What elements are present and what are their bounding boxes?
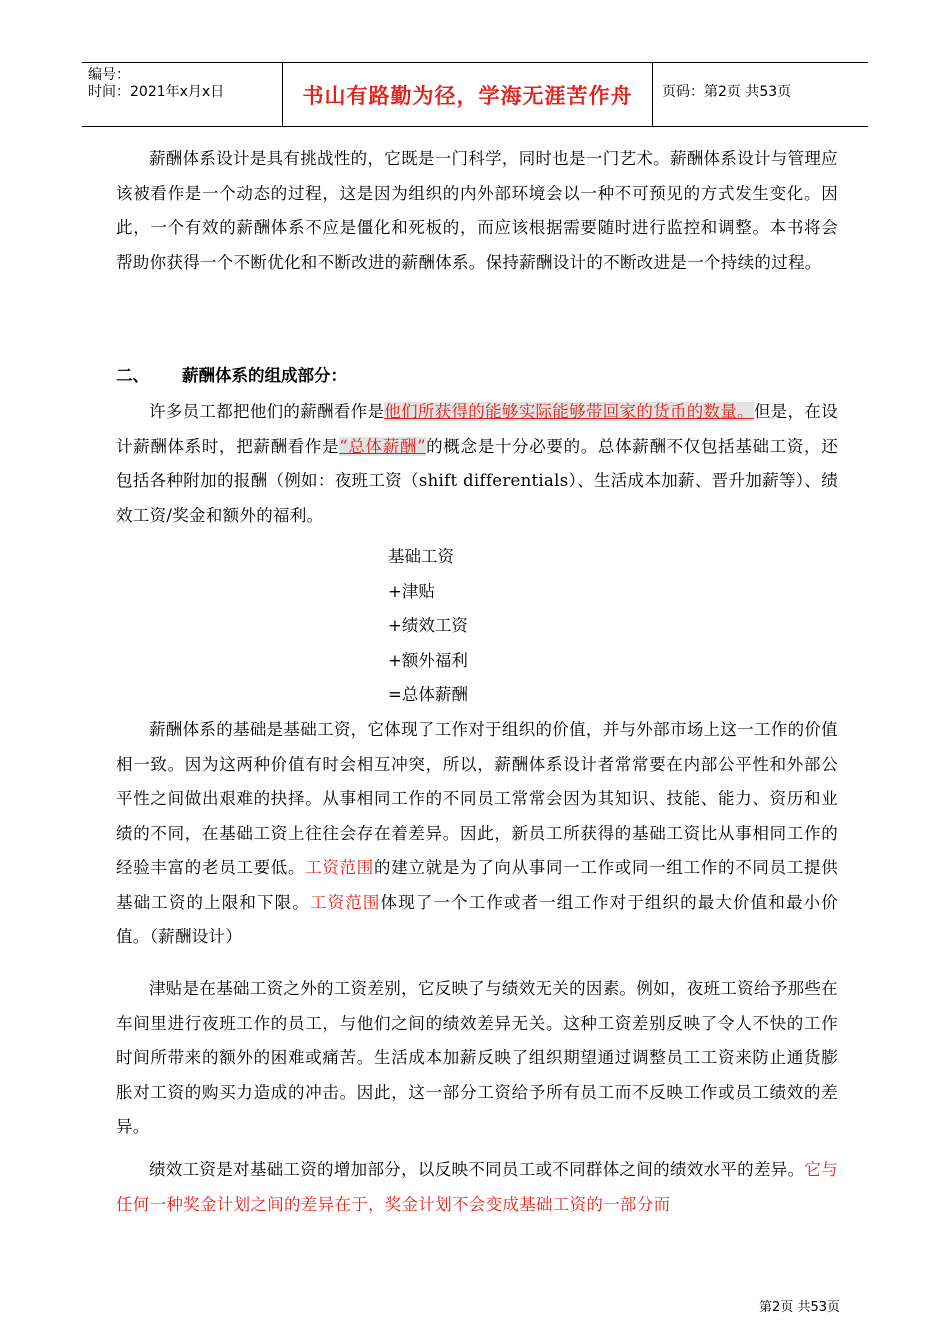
formula-line: 基础工资 <box>388 547 454 566</box>
text-run: 体现了一个工作或者一组工作对于组织的最大价值和最小价值。（薪酬设计） <box>116 892 839 946</box>
highlighted-term: “总体薪酬” <box>339 436 426 456</box>
formula-line: +额外福利 <box>388 650 468 670</box>
pay-formula <box>388 540 468 713</box>
section-title: 薪酬体系的组成部分： <box>182 366 347 385</box>
number-label: 编号： <box>88 67 130 83</box>
text-run: 的概念是十分必要的。总体薪酬不仅包括基础工资，还包括各种附加的报酬（例如：夜班工资（shift differentials）、生活成本加薪、晋升加薪等）、绩效工资/奖金和额外的福利。 <box>116 436 838 525</box>
page-footer: 第2页 共53页 <box>759 1300 840 1315</box>
formula-line: +津贴 <box>388 581 435 601</box>
formula-line: +绩效工资 <box>388 616 468 635</box>
paragraph-total-pay <box>116 395 838 533</box>
section-heading <box>116 362 347 386</box>
text-run: 但是，在设计薪酬体系时，把薪酬看作是 <box>116 402 838 456</box>
text-run: 许多员工都把他们的薪酬看作是 <box>149 402 385 421</box>
red-sentence: 它与任何一种奖金计划之间的差异在于，奖金计划不会变成基础工资的一部分而 <box>116 1160 838 1214</box>
paragraph-intro: 薪酬体系设计是具有挑战性的，它既是一门科学，同时也是一门艺术。薪酬体系设计与管理应该被看作是一个动态的过程，这是因为组织的内外部环境会以一种不可预见的方式发生变化。因此，一个有效的薪酬体系不应是僵化和死板的，而应该根据需要随时进行监控和调整。本书将会帮助你获得一个不断优化和不断改进的薪酬体系。保持薪酬设计的不断改进是一个持续的过程。 <box>116 149 838 272</box>
time-label: 时间：2021年x月x日 <box>88 84 225 100</box>
red-term: 工资范围 <box>305 858 375 877</box>
header-page-label: 页码：第2页 共53页 <box>662 84 792 100</box>
paragraph-allowance: 津贴是在基础工资之外的工资差别，它反映了与绩效无关的因素。例如，夜班工资给予那些在车间里进行夜班工作的员工，与他们之间的绩效差异无关。这种工资差别反映了令人不快的工作时间所带来的额外的困难或痛苦。生活成本加薪反映了组织期望通过调整员工工资来防止通货膨胀对工资的购买力造成的冲击。因此，这一部分工资给予所有员工而不反映工作或员工绩效的差异。 <box>116 979 838 1136</box>
formula-line: =总体薪酬 <box>388 685 468 704</box>
page-header <box>82 62 868 127</box>
highlighted-text: 他们所获得的能够实际能够带回家的货币的数量。 <box>384 402 754 421</box>
red-term: 工资范围 <box>309 892 381 912</box>
section-number: 二、 <box>116 366 149 385</box>
text-run: 绩效工资是对基础工资的增加部分，以反映不同员工或不同群体之间的绩效水平的差异。 <box>149 1160 805 1179</box>
header-motto: 书山有路勤为径，学海无涯苦作舟 <box>282 63 653 126</box>
header-meta-cell <box>82 63 282 126</box>
text-run: 的建立就是为了向从事同一工作或同一组工作的不同员工提供基础工资的上限和下限。 <box>116 858 838 912</box>
text-run: 薪酬体系的基础是基础工资，它体现了工作对于组织的价值，并与外部市场上这一工作的价值相一致。因为这两种价值有时会相互冲突，所以，薪酬体系设计者常常要在内部公平性和外部公平性之间做出艰难的抉择。从事相同工作的不同员工常常会因为其知识、技能、能力、资历和业绩的不同，在基础工资上往往会存在着差异。因此，新员工所获得的基础工资比从事相同工作的经验丰富的老员工要低。 <box>116 720 838 877</box>
paragraph-base-pay <box>116 713 838 955</box>
paragraph-merit-pay <box>116 1153 838 1222</box>
